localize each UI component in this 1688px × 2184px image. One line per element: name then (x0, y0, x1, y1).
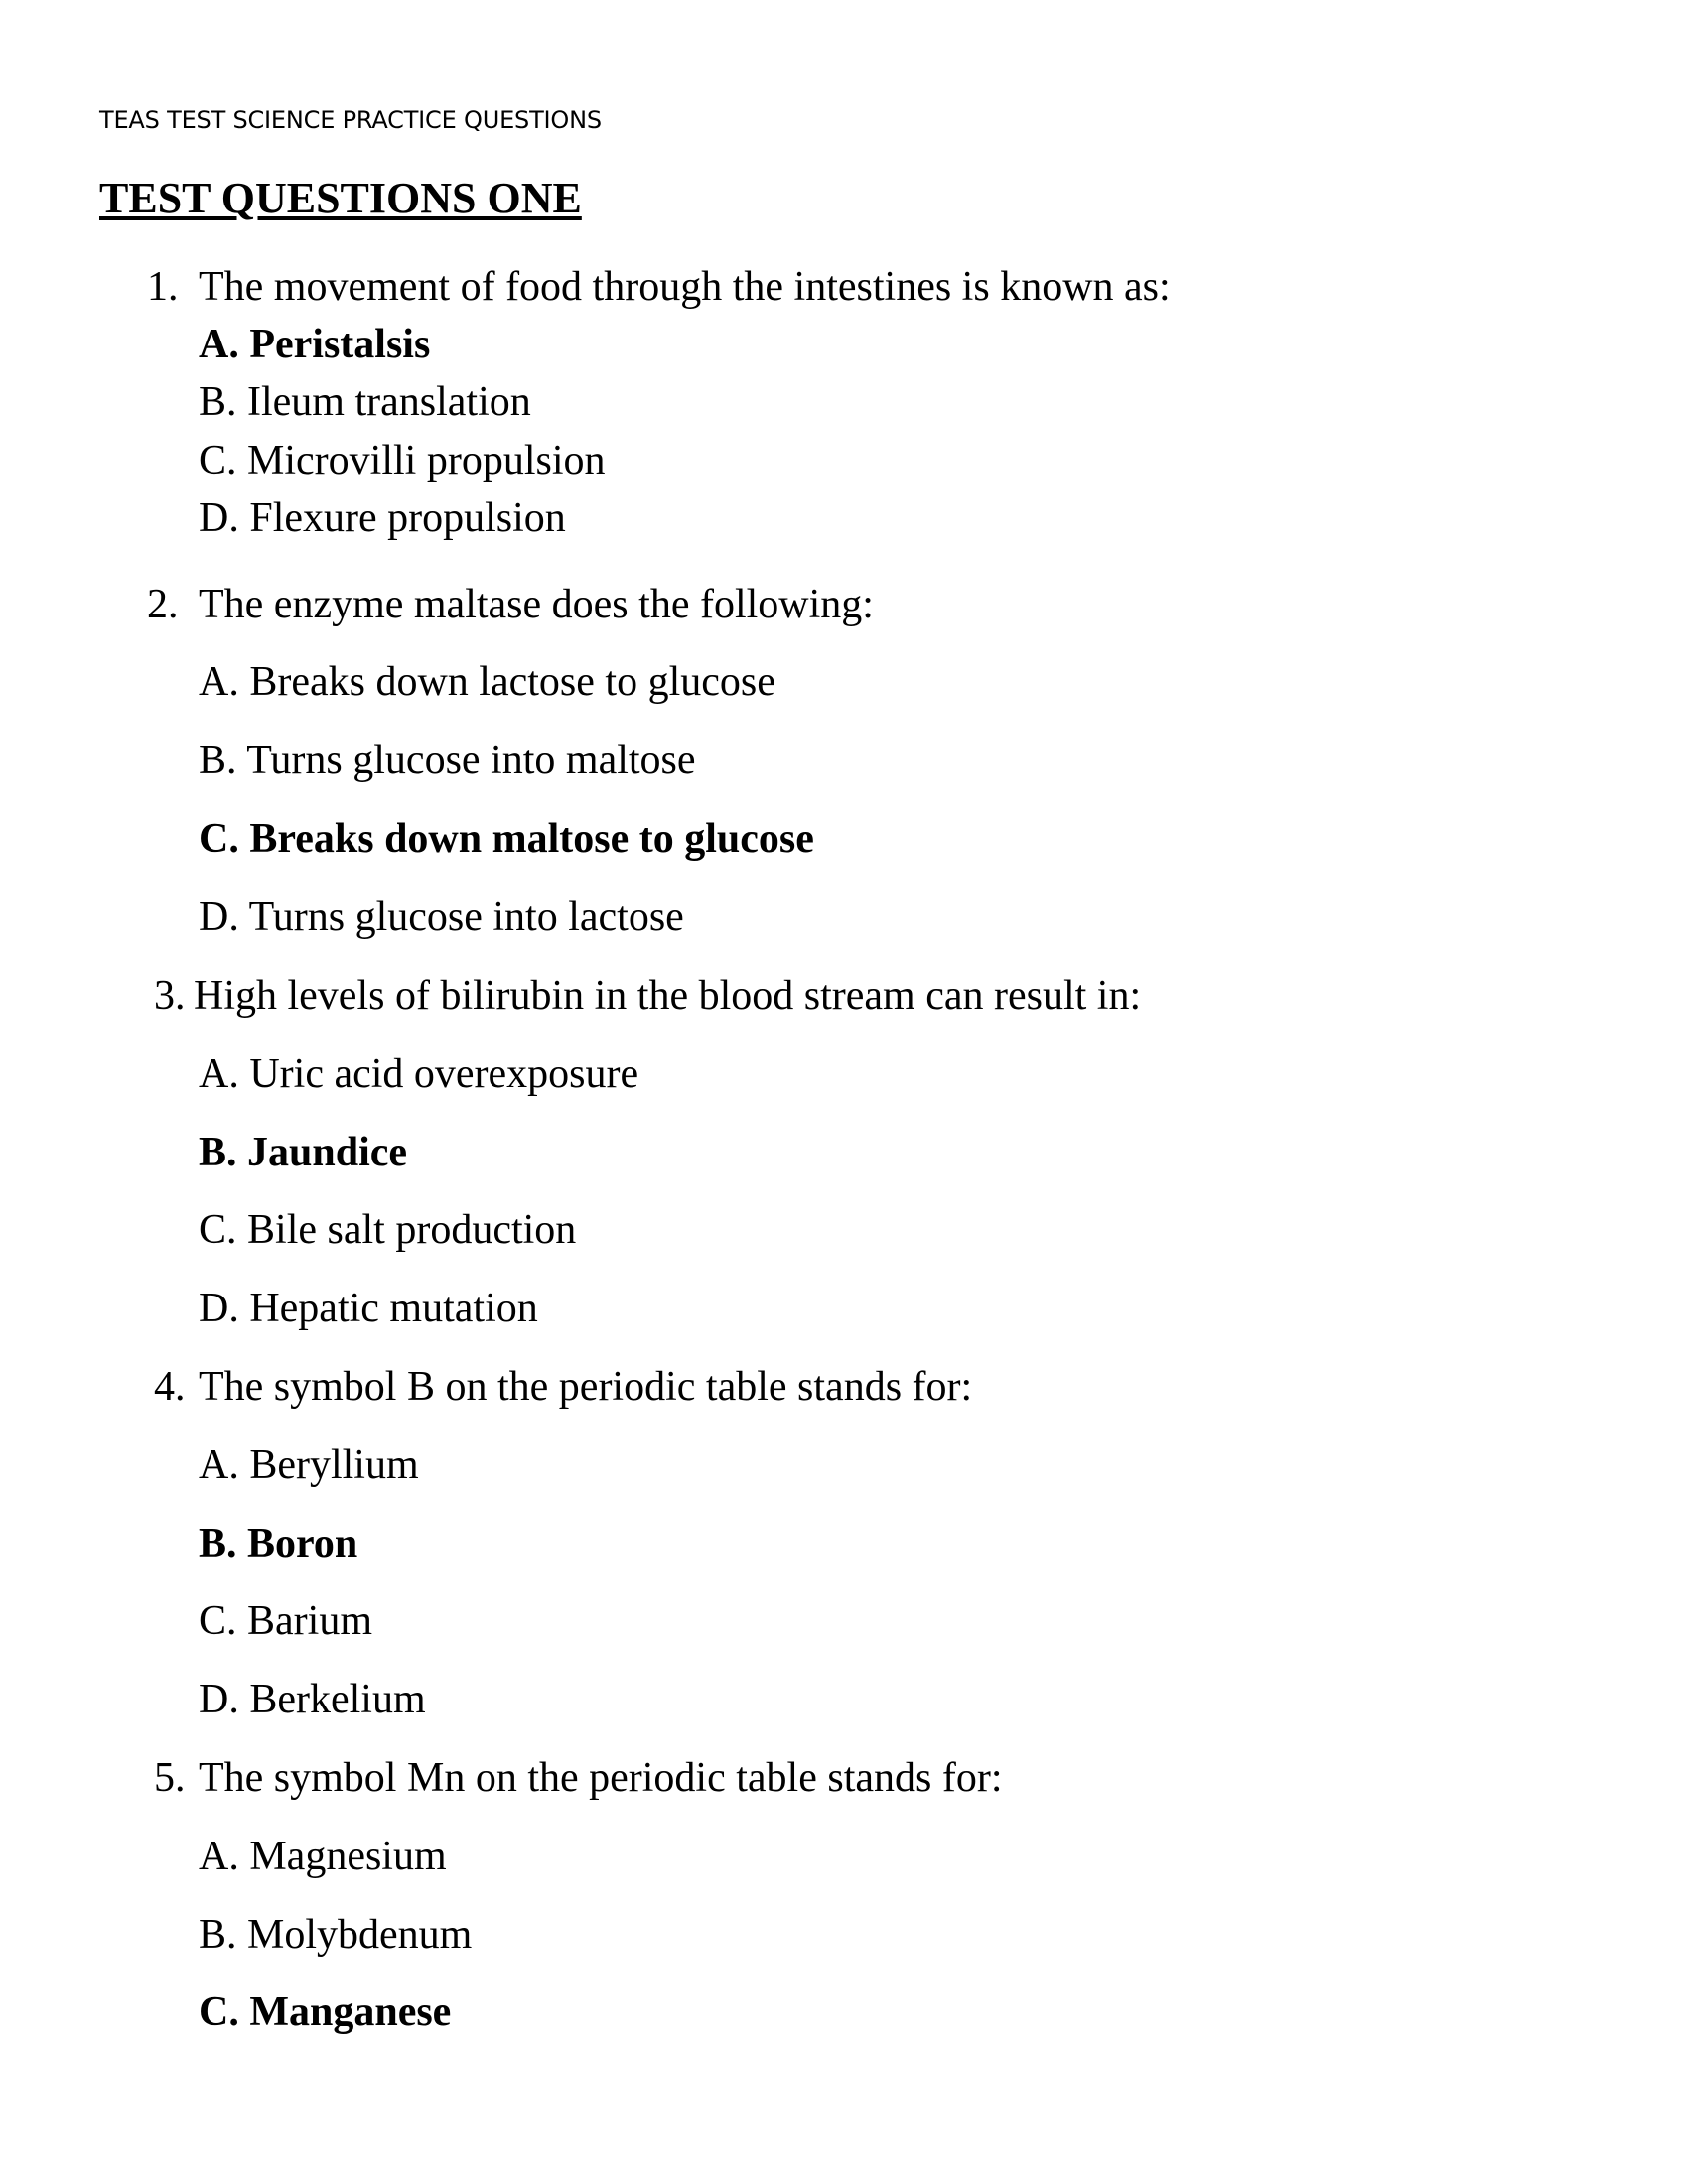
option-5a: A. Magnesium (199, 1834, 447, 1879)
option-5b: B. Molybdenum (199, 1912, 473, 1958)
option-3c: C. Bile salt production (199, 1207, 577, 1253)
question-text: High levels of bilirubin in the blood stream can result in: (194, 973, 1142, 1019)
option-3b: B. Jaundice (199, 1130, 408, 1175)
option-2b: B. Turns glucose into maltose (199, 738, 696, 783)
question-number: 5. (154, 1755, 186, 1801)
question-text: The movement of food through the intestines is known as: (199, 264, 1171, 310)
option-4d: D. Berkelium (199, 1677, 426, 1722)
question-number: 3. (154, 973, 186, 1019)
option-1c: C. Microvilli propulsion (199, 438, 606, 483)
question-text: The symbol B on the periodic table stands for: (199, 1364, 973, 1410)
question-text: The symbol Mn on the periodic table stands for: (199, 1755, 1003, 1801)
option-2c: C. Breaks down maltose to glucose (199, 816, 814, 862)
option-1b: B. Ileum translation (199, 379, 531, 425)
section-title: TEST QUESTIONS ONE (99, 174, 582, 222)
option-4a: A. Beryllium (199, 1442, 419, 1488)
option-4c: C. Barium (199, 1598, 372, 1644)
option-4b: B. Boron (199, 1521, 358, 1567)
running-header: TEAS TEST SCIENCE PRACTICE QUESTIONS (99, 106, 602, 134)
option-2d: D. Turns glucose into lactose (199, 894, 684, 940)
question-text: The enzyme maltase does the following: (199, 582, 874, 627)
option-3a: A. Uric acid overexposure (199, 1051, 639, 1097)
question-number: 1. (147, 264, 179, 310)
option-2a: A. Breaks down lactose to glucose (199, 659, 775, 705)
option-1d: D. Flexure propulsion (199, 495, 566, 541)
option-5c: C. Manganese (199, 1989, 452, 2035)
question-number: 4. (154, 1364, 186, 1410)
option-3d: D. Hepatic mutation (199, 1286, 538, 1331)
question-number: 2. (147, 582, 179, 627)
option-1a: A. Peristalsis (199, 322, 431, 367)
